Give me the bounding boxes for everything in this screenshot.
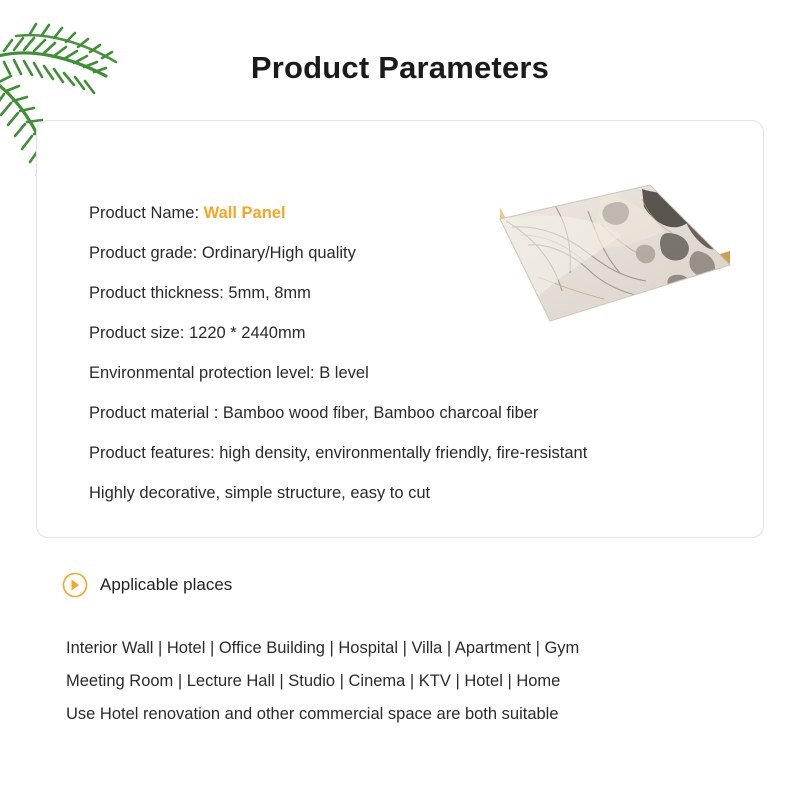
- spec-value: Bamboo wood fiber, Bamboo charcoal fiber: [222, 404, 539, 422]
- spec-card: [36, 120, 764, 538]
- spec-row: [89, 353, 729, 393]
- applicable-line: Use Hotel renovation and other commercial space are both suitable: [66, 705, 559, 723]
- spec-value: B level: [319, 364, 369, 382]
- spec-value: Ordinary/High quality: [201, 244, 356, 262]
- spec-value: 5mm, 8mm: [228, 284, 311, 302]
- spec-label: Highly decorative, simple structure, easy to cut: [89, 484, 431, 502]
- spec-label: Product material :: [89, 404, 219, 422]
- applicable-line: Interior Wall | Hotel | Office Building | Hospital | Villa | Apartment | Gym: [66, 639, 580, 657]
- applicable-places-list: [66, 632, 766, 731]
- applicable-places-heading: [62, 572, 232, 598]
- spec-label: Product Name:: [89, 204, 200, 222]
- spec-label: Product size:: [89, 324, 185, 342]
- applicable-line: Meeting Room | Lecture Hall | Studio | Cinema | KTV | Hotel | Home: [66, 672, 561, 690]
- spec-value: high density, environmentally friendly, fire-resistant: [219, 444, 588, 462]
- spec-row: [89, 433, 729, 473]
- page-title: Product Parameters: [250, 50, 550, 85]
- spec-label: Environmental protection level:: [89, 364, 315, 382]
- chevron-right-circle-icon: [62, 572, 88, 598]
- applicable-places-label: Applicable places: [100, 575, 233, 594]
- spec-row: [89, 473, 729, 513]
- spec-row: [89, 393, 729, 433]
- spec-label: Product grade:: [89, 244, 198, 262]
- spec-label: Product features:: [89, 444, 215, 462]
- spec-value: Wall Panel: [203, 204, 286, 222]
- spec-value: 1220 * 2440mm: [188, 324, 306, 342]
- spec-label: Product thickness:: [89, 284, 224, 302]
- product-image: [492, 181, 732, 351]
